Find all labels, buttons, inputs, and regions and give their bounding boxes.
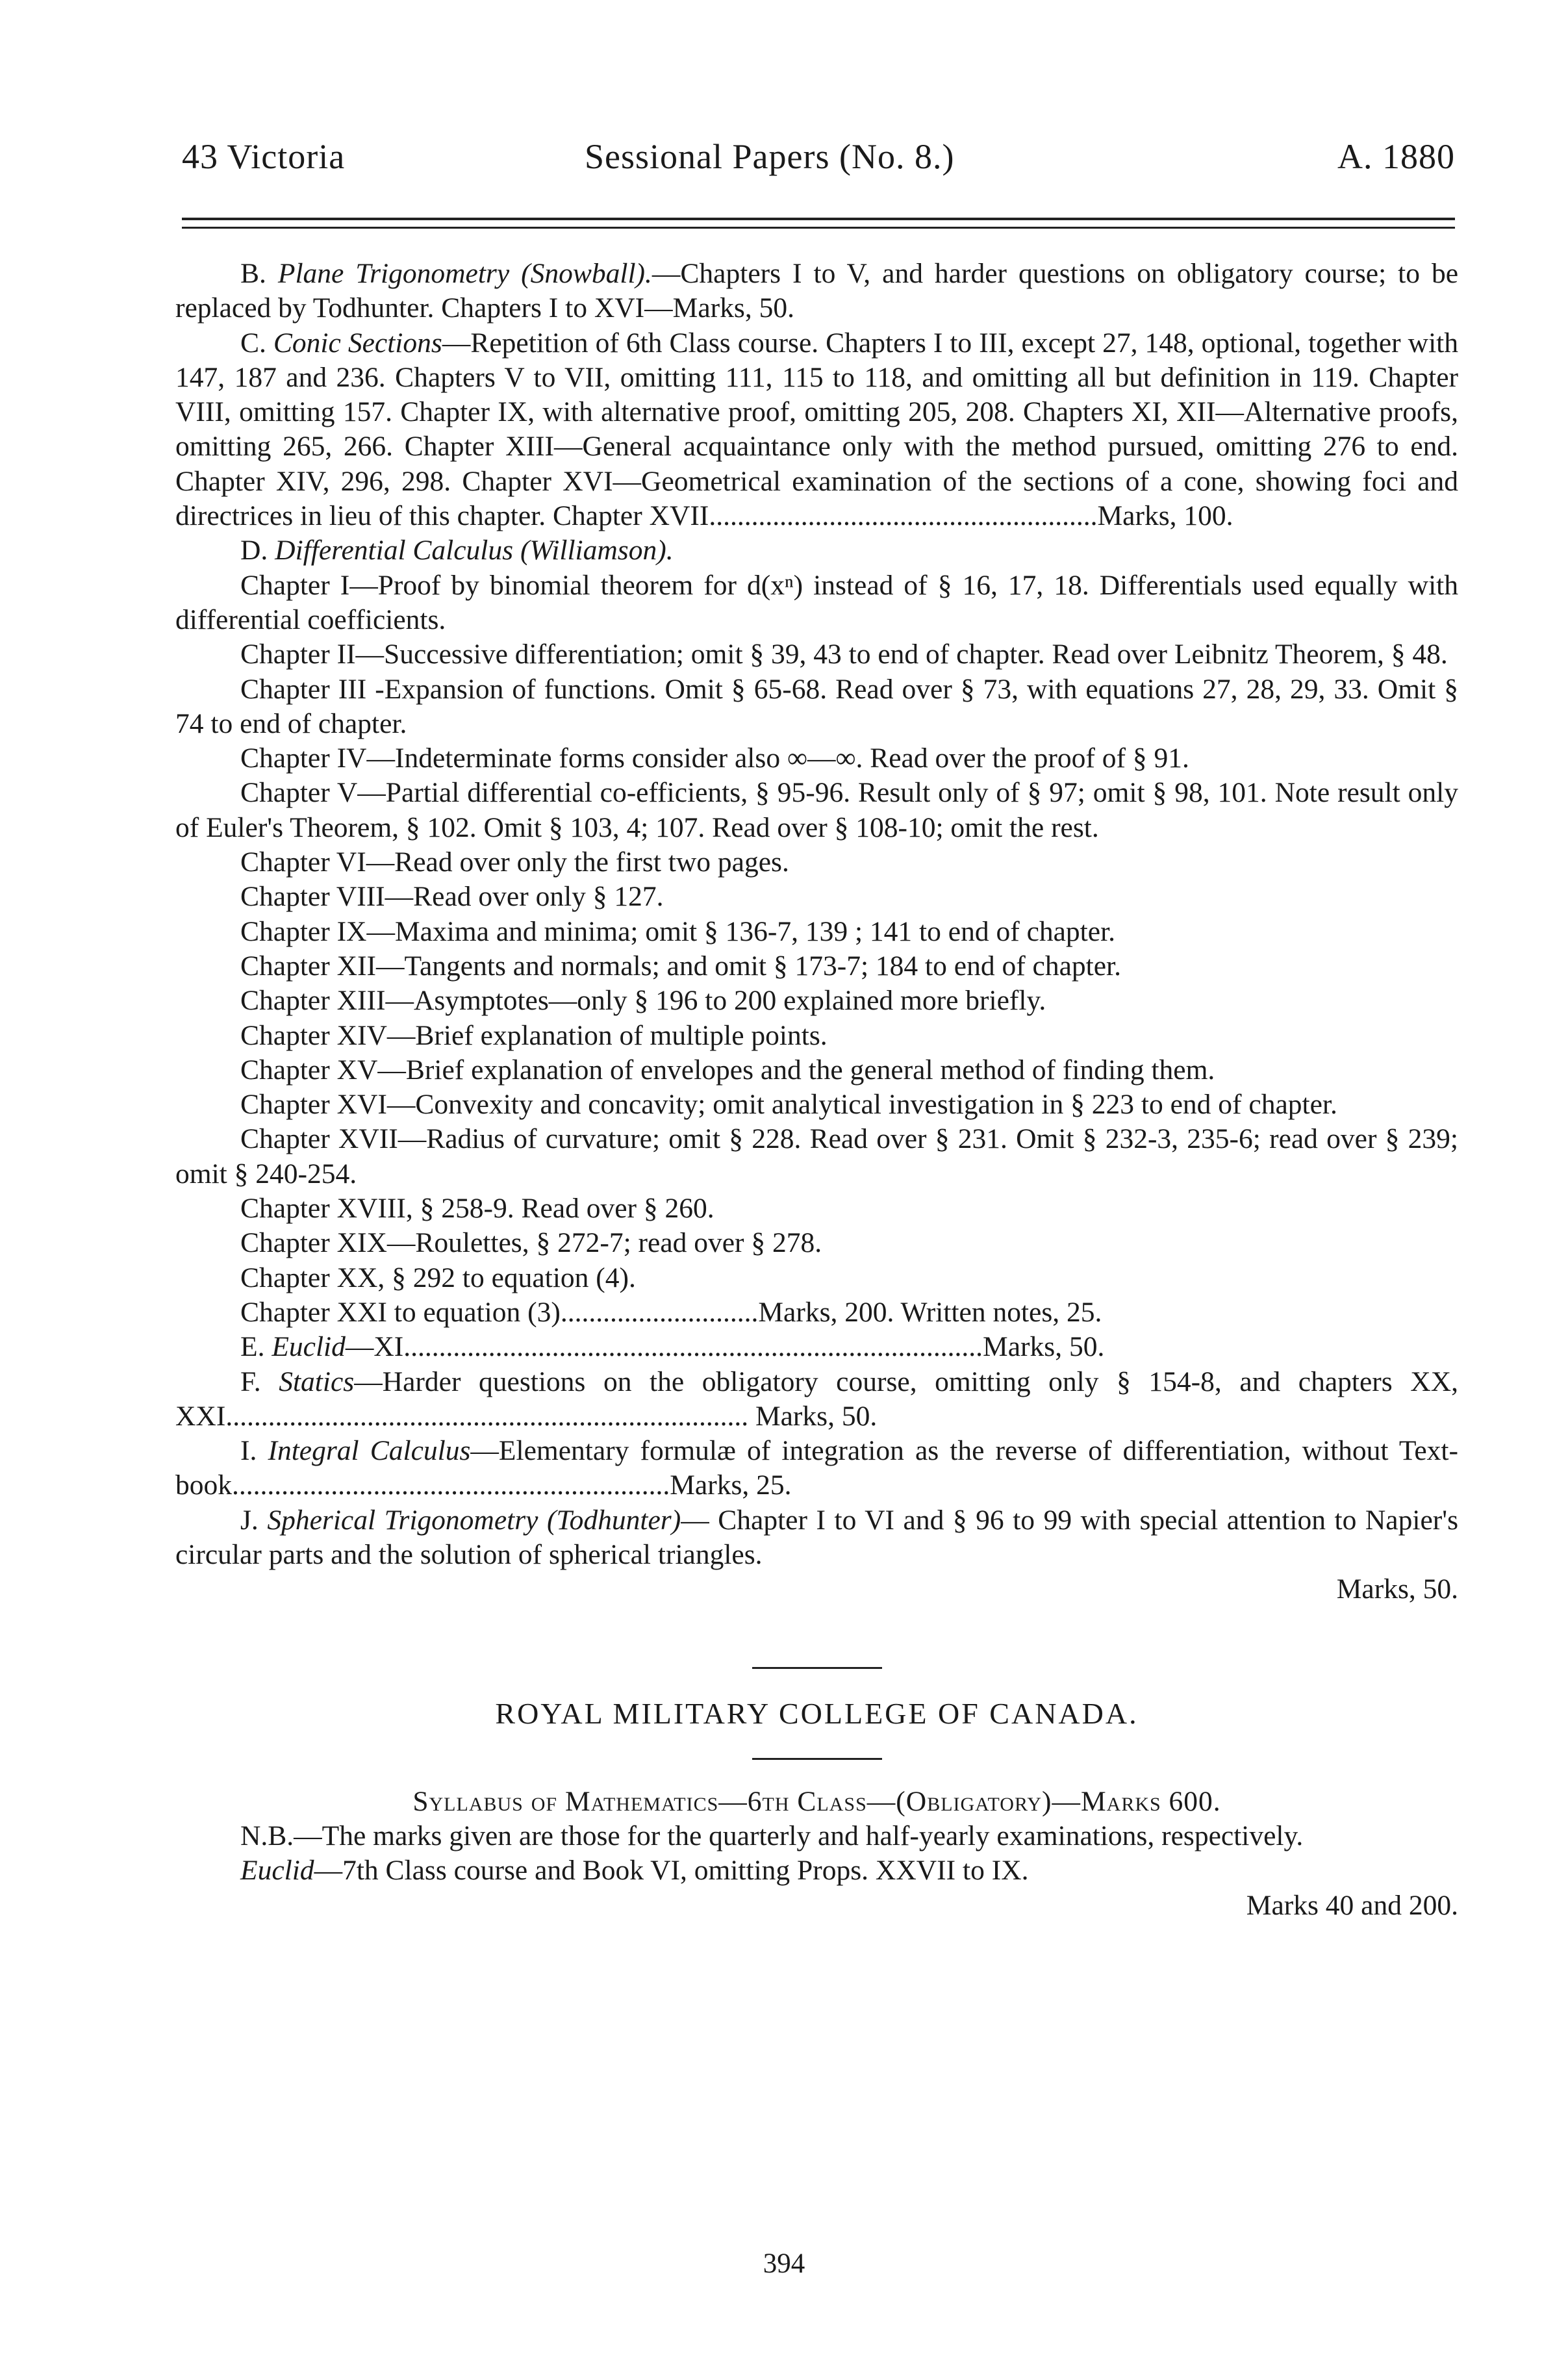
paragraph-text: Chapter XII—Tangents and normals; and omit § 173-7; 184 to end of chapter. (240, 950, 1122, 982)
syllabus-paragraph (175, 984, 1458, 1018)
paragraph-text: Chapter XVIII, § 258-9. Read over § 260. (240, 1193, 714, 1225)
syllabus-paragraphs (175, 257, 1458, 1572)
syllabus-paragraph (175, 672, 1458, 742)
syllabus-paragraph (175, 1295, 1458, 1330)
paragraph-text: Chapter IX—Maxima and minima; omit § 136-7, 139 ; 141 to end of chapter. (240, 915, 1116, 947)
paragraph-text: —XI..................................................................................Marks, 50. (345, 1331, 1105, 1363)
paragraph-text: Chapter XV—Brief explanation of envelopes and the general method of finding them. (240, 1054, 1215, 1086)
paragraph-text: Chapter XXI to equation (3)............................Marks, 200. Written notes, 25. (240, 1296, 1102, 1328)
syllabus-paragraph (175, 1226, 1458, 1260)
paragraph-text: Chapter VI—Read over only the first two pages. (240, 846, 789, 878)
paragraph-text: Chapter III -Expansion of functions. Omit § 65-68. Read over § 73, with equations 27, 28, 29, 33. Omit § 74 to end of chapter. (175, 673, 1458, 739)
paragraph-prefix: F. (240, 1366, 279, 1397)
syllabus-paragraph (175, 880, 1458, 914)
paragraph-text: Chapter IV—Indeterminate forms consider also ∞—∞. Read over the proof of § 91. (240, 743, 1189, 774)
paragraph-text: Chapter XX, § 292 to equation (4). (240, 1262, 636, 1293)
spherical-marks: Marks, 50. (1336, 1573, 1458, 1605)
syllabus-paragraph (175, 326, 1458, 534)
syllabus-paragraph (175, 949, 1458, 984)
syllabus-paragraph (175, 533, 1458, 568)
paragraph-text: Chapter VIII—Read over only § 127. (240, 881, 664, 913)
syllabus-paragraph (175, 776, 1458, 845)
syllabus-paragraph (175, 1503, 1458, 1573)
paragraph-subject: Integral Calculus (268, 1435, 471, 1467)
paragraph-text: —Repetition of 6th Class course. Chapters I to III, except 27, 148, optional, together with 147, 187 and 236. Chapters V to VII, omitting 111, 115 to 118, and omitting all but definition in 119. Chapter VIII, omitting 157. Chapter IX, with alternative proof, omitting 205, 208. Chapters XI, XII—Alternative proofs, omitting 265, 266. Chapter XIII—General acquaintance only with the method pursued, omitting 276 to end. Chapter XIV, 296, 298. Chapter XVI—Geometrical examination of the sections of a cone, showing foci and directrices in lieu of this chapter. Chapter XVII.......................................................Marks, 100. (175, 327, 1458, 532)
syllabus-paragraph (175, 1191, 1458, 1226)
paragraph-text: — Chapter I to VI and § 96 to 99 with special attention to Napier's circular parts and the solution of spherical triangles. (175, 1504, 1459, 1570)
euclid-marks: Marks 40 and 200. (1246, 1889, 1458, 1921)
syllabus-paragraph (175, 257, 1458, 326)
syllabus-paragraph (175, 845, 1458, 880)
syllabus-paragraph (175, 1122, 1458, 1191)
paragraph-text: Chapter V—Partial differential co-efficients, § 95-96. Result only of § 97; omit § 98, 101. Note result only of Euler's Theorem, § 102. Omit § 103, 4; 107. Read over § 108-10; omit the rest. (175, 777, 1458, 843)
euclid-label: Euclid (240, 1855, 314, 1887)
header-volume: 43 Victoria (182, 137, 346, 176)
syllabus-paragraph (175, 1019, 1458, 1053)
syllabus-heading: Syllabus of Mathematics—6th Class—(Obligatory)—Marks 600. (412, 1785, 1221, 1817)
paragraph-prefix: C. (240, 327, 273, 359)
syllabus-paragraph (175, 1088, 1458, 1122)
section-title: ROYAL MILITARY COLLEGE OF CANADA. (495, 1696, 1139, 1730)
syllabus-paragraph (175, 741, 1458, 776)
paragraph-prefix: I. (240, 1435, 268, 1467)
paragraph-subject: Spherical Trigonometry (Todhunter) (267, 1504, 681, 1536)
header-year: A. 1880 (1337, 137, 1455, 176)
page-header (182, 136, 1455, 182)
paragraph-text: Chapter XIII—Asymptotes—only § 196 to 200 explained more briefly. (240, 985, 1046, 1017)
syllabus-paragraph (175, 1330, 1458, 1364)
paragraph-prefix: E. (240, 1331, 272, 1363)
paragraph-text: Chapter XIX—Roulettes, § 272-7; read over § 278. (240, 1227, 822, 1259)
paragraph-text: Chapter XVII—Radius of curvature; omit § 228. Read over § 231. Omit § 232-3, 235-6; read over § 239; omit § 240-254. (175, 1123, 1458, 1189)
paragraph-subject: Differential Calculus (Williamson). (275, 535, 674, 566)
syllabus-paragraph (175, 1261, 1458, 1295)
paragraph-text: Chapter II—Successive differentiation; omit § 39, 43 to end of chapter. Read over Leibnitz Theorem, § 48. (240, 639, 1448, 670)
paragraph-text: Chapter XVI—Convexity and concavity; omit analytical investigation in § 223 to end of chapter. (240, 1089, 1337, 1121)
paragraph-subject: Euclid (272, 1331, 346, 1363)
syllabus-paragraph (175, 1053, 1458, 1088)
document-body (175, 257, 1458, 1923)
paragraph-prefix: B. (240, 258, 278, 289)
syllabus-paragraph (175, 568, 1458, 638)
paragraph-text: —Chapters I to V, and harder questions on obligatory course; to be replaced by Todhunter. Chapters I to XVI—Marks, 50. (175, 258, 1458, 324)
paragraph-prefix: D. (240, 535, 275, 566)
paragraph-text: —Elementary formulæ of integration as the reverse of differentiation, without Text-book..............................................................Marks, 25. (175, 1435, 1458, 1501)
paragraph-subject: Conic Sections (273, 327, 442, 359)
syllabus-paragraph (175, 1365, 1458, 1434)
paragraph-text: Chapter XIV—Brief explanation of multiple points. (240, 1019, 828, 1051)
euclid-text: —7th Class course and Book VI, omitting Props. XXVII to IX. (314, 1855, 1029, 1887)
paragraph-text: Chapter I—Proof by binomial theorem for d(xⁿ) instead of § 16, 17, 18. Differentials used equally with differential coefficients. (175, 569, 1458, 635)
nb-paragraph: N.B.—The marks given are those for the quarterly and half-yearly examinations, respectively. (240, 1820, 1304, 1852)
paragraph-subject: Statics (279, 1366, 355, 1397)
paragraph-text: —Harder questions on the obligatory course, omitting only § 154-8, and chapters XX, XXI.......................................................................... Marks, 50. (175, 1366, 1458, 1432)
syllabus-paragraph (175, 1434, 1458, 1503)
header-double-rule (182, 218, 1455, 229)
euclid-paragraph (175, 1853, 1458, 1888)
syllabus-paragraph (175, 637, 1458, 672)
syllabus-paragraph (175, 915, 1458, 949)
paragraph-prefix: J. (240, 1504, 268, 1536)
paragraph-subject: Plane Trigonometry (Snowball). (277, 258, 652, 289)
header-title: Sessional Papers (No. 8.) (585, 137, 955, 176)
page-number: 394 (763, 2248, 805, 2279)
